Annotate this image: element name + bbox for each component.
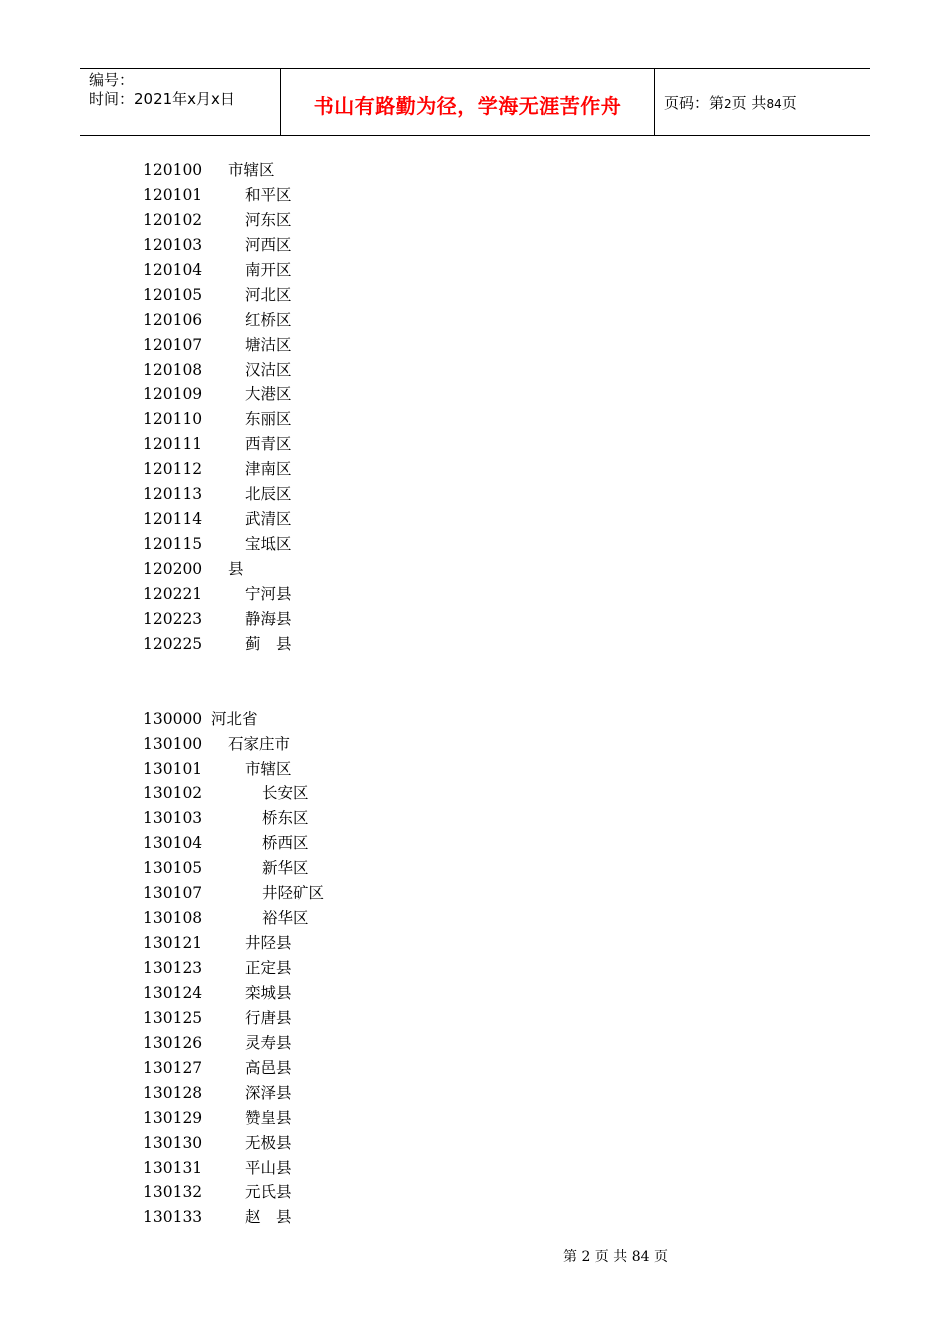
list-item <box>143 1156 292 1181</box>
region-name: 蓟 县 <box>245 634 292 653</box>
list-item <box>143 507 292 532</box>
list-item <box>143 407 292 432</box>
region-code: 130128 <box>143 1083 203 1102</box>
list-item <box>143 1056 292 1081</box>
region-name: 平山县 <box>245 1158 292 1177</box>
region-code: 130124 <box>143 983 203 1002</box>
region-code: 120108 <box>143 360 203 379</box>
list-item <box>143 732 291 757</box>
section-spacer <box>143 657 195 707</box>
region-code: 130103 <box>143 809 203 828</box>
region-code: 120106 <box>143 310 203 329</box>
list-item <box>143 707 258 732</box>
region-code: 120101 <box>143 185 203 204</box>
region-name: 栾城县 <box>245 983 292 1002</box>
region-name: 正定县 <box>245 959 292 978</box>
region-code: 120110 <box>143 410 203 429</box>
region-code: 120100 <box>143 161 203 179</box>
region-name: 井陉矿区 <box>262 884 325 903</box>
region-name: 行唐县 <box>245 1008 292 1027</box>
region-code: 120221 <box>143 584 203 603</box>
time-label: 时间：2021年x月x日 <box>89 90 235 108</box>
region-name: 元氏县 <box>245 1183 292 1202</box>
region-name: 宝坻区 <box>245 535 292 554</box>
list-item <box>143 582 292 607</box>
list-item <box>143 482 292 507</box>
region-code: 130102 <box>143 784 203 803</box>
region-name: 裕华区 <box>262 909 309 928</box>
region-code: 130107 <box>143 884 203 903</box>
region-name: 河西区 <box>245 235 292 254</box>
region-name: 东丽区 <box>245 410 292 429</box>
list-item <box>143 432 292 457</box>
region-code: 120107 <box>143 335 203 354</box>
region-name: 静海县 <box>245 609 292 628</box>
region-code: 130121 <box>143 934 203 953</box>
region-code: 120200 <box>143 560 203 578</box>
list-item <box>143 1031 292 1056</box>
region-name: 宁河县 <box>245 584 292 603</box>
region-name: 红桥区 <box>245 310 292 329</box>
region-name: 河北区 <box>245 285 292 304</box>
region-name: 南开区 <box>245 260 292 279</box>
header-motto-cell <box>281 69 655 135</box>
region-name: 市辖区 <box>228 161 275 179</box>
page-footer: 第 2 页 共 84 页 <box>563 1249 668 1265</box>
list-item <box>143 1006 292 1031</box>
region-name: 无极县 <box>245 1133 292 1152</box>
region-code: 130108 <box>143 909 203 928</box>
region-name: 高邑县 <box>245 1058 292 1077</box>
region-code: 130125 <box>143 1008 203 1027</box>
list-item <box>143 831 309 856</box>
list-item <box>143 183 292 208</box>
region-code: 130133 <box>143 1208 203 1227</box>
region-code: 130100 <box>143 734 203 753</box>
region-name: 桥西区 <box>262 834 309 853</box>
list-item <box>143 233 292 258</box>
page-suffix: 页 <box>781 94 797 112</box>
region-code: 120109 <box>143 385 203 404</box>
list-item <box>143 806 309 831</box>
list-item <box>143 607 292 632</box>
page-indicator <box>664 94 797 114</box>
region-code-list <box>143 158 325 1230</box>
region-code: 130130 <box>143 1133 203 1152</box>
list-item <box>143 382 292 407</box>
header-page-cell <box>655 69 870 135</box>
list-item <box>143 308 292 333</box>
list-item <box>143 258 292 283</box>
list-item <box>143 1081 292 1106</box>
region-code: 130126 <box>143 1033 203 1052</box>
region-code: 130105 <box>143 859 203 878</box>
list-item <box>143 208 292 233</box>
region-code: 120115 <box>143 535 203 554</box>
list-item <box>143 1180 292 1205</box>
region-name: 津南区 <box>245 460 292 479</box>
list-item <box>143 1131 292 1156</box>
region-code: 120223 <box>143 609 203 628</box>
motto-text: 书山有路勤为径，学海无涯苦作舟 <box>313 94 622 118</box>
region-name: 武清区 <box>245 510 292 529</box>
region-name: 西青区 <box>245 435 292 454</box>
list-item <box>143 283 292 308</box>
region-name: 灵寿县 <box>245 1033 292 1052</box>
region-name: 市辖区 <box>245 759 292 778</box>
region-name: 长安区 <box>262 784 309 803</box>
region-code: 130132 <box>143 1183 203 1202</box>
serial-label: 编号： <box>89 71 135 89</box>
region-name: 大港区 <box>245 385 292 404</box>
region-name: 深泽县 <box>245 1083 292 1102</box>
region-code: 120112 <box>143 460 203 479</box>
region-name: 井陉县 <box>245 934 292 953</box>
region-code: 130127 <box>143 1058 203 1077</box>
region-code: 130131 <box>143 1158 203 1177</box>
region-name: 北辰区 <box>245 485 292 504</box>
region-name: 赵 县 <box>245 1208 292 1227</box>
list-item <box>143 1106 292 1131</box>
region-code: 130104 <box>143 834 203 853</box>
list-item <box>143 906 309 931</box>
list-item <box>143 358 292 383</box>
region-name: 新华区 <box>262 859 309 878</box>
region-name: 县 <box>228 560 244 578</box>
list-item <box>143 532 292 557</box>
list-item <box>143 158 275 183</box>
list-item <box>143 931 292 956</box>
list-item <box>143 632 292 657</box>
region-code: 120111 <box>143 435 203 454</box>
list-item <box>143 457 292 482</box>
list-item <box>143 557 244 582</box>
list-item <box>143 781 309 806</box>
header-meta-cell <box>80 69 281 135</box>
region-code: 130123 <box>143 959 203 978</box>
page-number: 2 <box>724 97 732 111</box>
region-code: 130101 <box>143 759 203 778</box>
region-name: 汉沽区 <box>245 360 292 379</box>
page-prefix: 页码：第 <box>664 94 725 112</box>
region-code: 120105 <box>143 285 203 304</box>
page-header <box>80 68 870 136</box>
list-item <box>143 881 325 906</box>
region-name: 河北省 <box>211 709 258 728</box>
region-name: 塘沽区 <box>245 335 292 354</box>
region-name: 和平区 <box>245 185 292 204</box>
list-item <box>143 981 292 1006</box>
list-item <box>143 333 292 358</box>
region-name: 河东区 <box>245 210 292 229</box>
region-code: 120113 <box>143 485 203 504</box>
region-code: 120104 <box>143 260 203 279</box>
region-code: 120114 <box>143 510 203 529</box>
list-item <box>143 1205 292 1230</box>
region-name: 石家庄市 <box>228 734 291 753</box>
region-code: 130129 <box>143 1108 203 1127</box>
region-code: 120225 <box>143 634 203 653</box>
list-item <box>143 956 292 981</box>
page-total: 84 <box>766 97 782 111</box>
list-item <box>143 856 309 881</box>
region-code: 120103 <box>143 235 203 254</box>
region-code: 130000 <box>143 709 203 728</box>
region-name: 桥东区 <box>262 809 309 828</box>
list-item <box>143 757 292 782</box>
page-mid: 页 共 <box>731 94 767 112</box>
region-code: 120102 <box>143 210 203 229</box>
region-name: 赞皇县 <box>245 1108 292 1127</box>
